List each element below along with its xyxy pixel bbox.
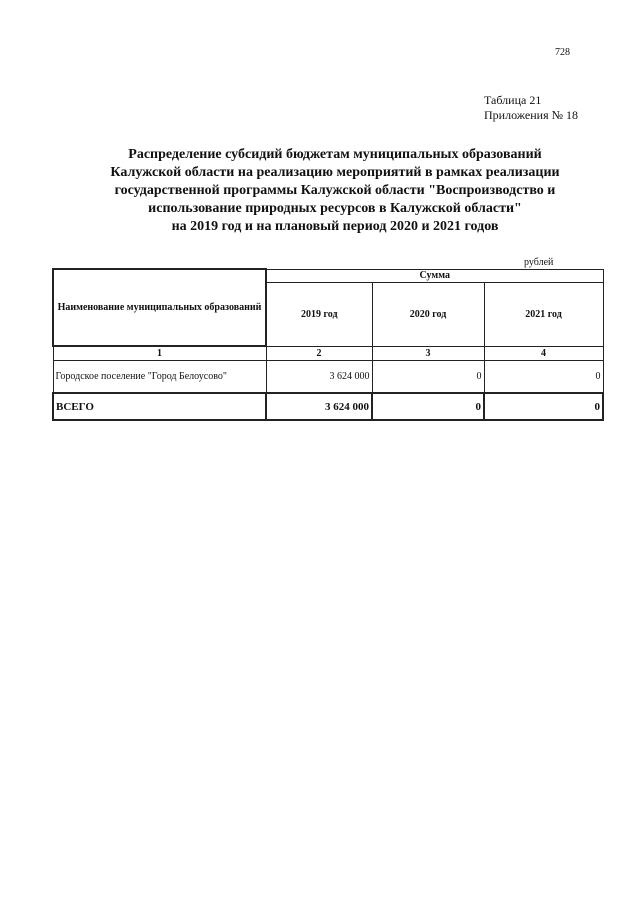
total-value-2020: 0 xyxy=(372,393,484,420)
col-number-1: 1 xyxy=(53,346,266,360)
title-line-2: Калужской области на реализацию мероприятий в рамках реализации xyxy=(110,165,560,180)
total-label: ВСЕГО xyxy=(53,393,266,420)
header-year-2021: 2021 год xyxy=(484,282,603,346)
header-year-2019: 2019 год xyxy=(266,282,372,346)
col-number-3: 3 xyxy=(372,346,484,360)
page-number: 728 xyxy=(555,47,570,58)
title-line-5: на 2019 год и на плановый период 2020 и 2021 годов xyxy=(171,219,499,234)
currency-unit: рублей xyxy=(524,257,554,268)
row-municipality-name: Городское поселение "Город Белоусово" xyxy=(53,360,266,393)
header-municipality-name: Наименование муниципальных образований xyxy=(53,269,266,346)
appendix-number: Приложения № 18 xyxy=(484,108,579,122)
header-sum: Сумма xyxy=(266,269,603,282)
table-row xyxy=(53,360,603,393)
title-line-4: использование природных ресурсов в Калужской области" xyxy=(148,201,522,216)
column-number-row xyxy=(53,346,603,360)
row-value-2021: 0 xyxy=(484,360,603,393)
table-reference xyxy=(484,93,578,123)
row-value-2020: 0 xyxy=(372,360,484,393)
total-row xyxy=(53,393,603,420)
total-value-2019: 3 624 000 xyxy=(266,393,372,420)
title-line-3: государственной программы Калужской области "Воспроизводство и xyxy=(114,183,556,198)
col-number-4: 4 xyxy=(484,346,603,360)
title-line-1: Распределение субсидий бюджетам муниципальных образований xyxy=(128,147,542,162)
document-title xyxy=(40,146,630,236)
col-number-2: 2 xyxy=(266,346,372,360)
table-number: Таблица 21 xyxy=(484,93,542,107)
header-year-2020: 2020 год xyxy=(372,282,484,346)
row-value-2019: 3 624 000 xyxy=(266,360,372,393)
subsidy-table xyxy=(52,268,604,421)
total-value-2021: 0 xyxy=(484,393,603,420)
